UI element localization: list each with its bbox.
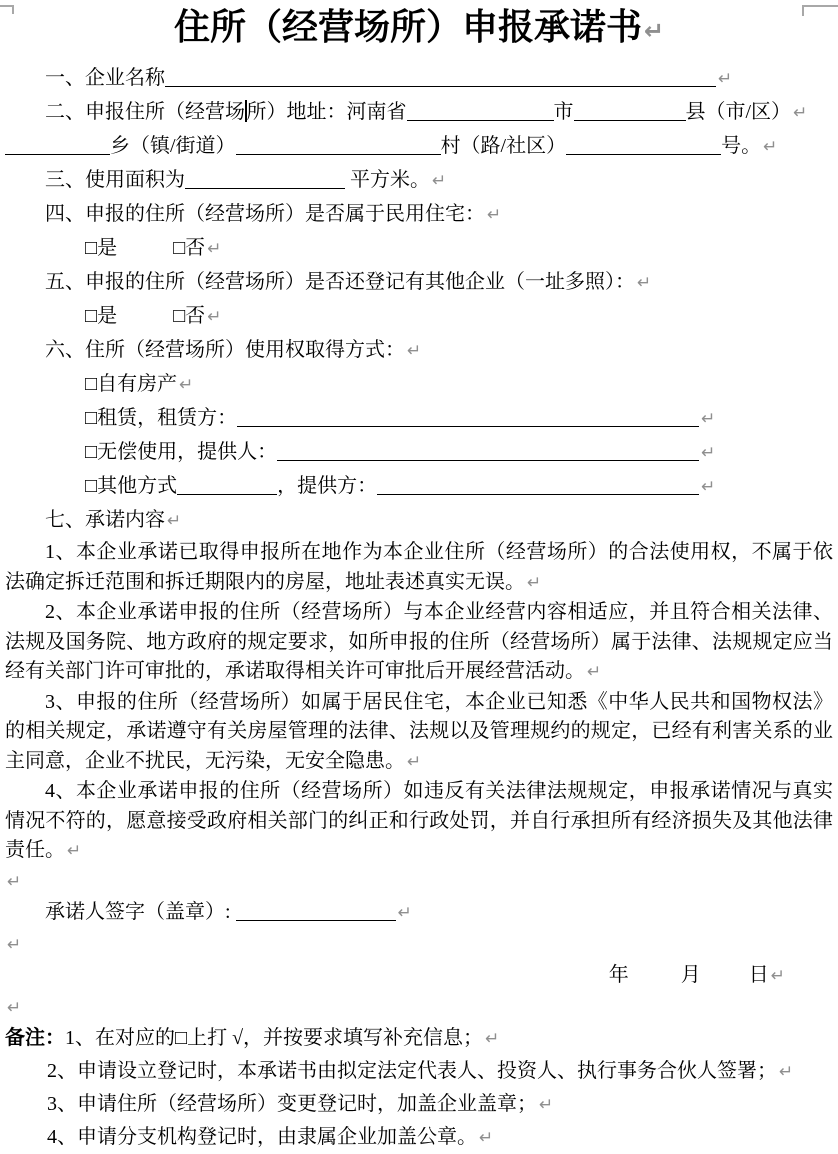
date-line [5, 959, 833, 993]
rent-label: 租赁，租赁方： [97, 407, 238, 429]
checkbox-multi-license-yes[interactable]: □是 [85, 305, 118, 327]
address-county-label: 县（市/区） [685, 101, 792, 123]
note-line-3 [47, 1088, 833, 1121]
empty-paragraph [5, 930, 833, 959]
pilcrow-icon: ↵ [207, 307, 222, 327]
pilcrow-icon: ↵ [701, 409, 716, 429]
pilcrow-icon: ↵ [763, 137, 778, 157]
commitment-paragraph-3-text: 3、申报的住所（经营场所）如属于居民住宅，本企业已知悉《中华人民共和国物权法》的相关规定，承诺遵守有关房屋管理的法律、法规以及管理规约的规定，已经有利害关系的业主同意，企业不扰民，无污染，无安全隐患。 [5, 690, 833, 772]
free-use-label: 无偿使用，提供人： [97, 441, 278, 463]
note-4-text: 4、申请分支机构登记时，由隶属企业加盖公章。 [47, 1125, 477, 1148]
checkbox-residential-yes[interactable]: □是 [85, 237, 118, 259]
signature-line [5, 896, 833, 930]
pilcrow-icon: ↵ [587, 662, 602, 682]
note-2-text: 2、申请设立登记时，本承诺书由拟定法定代表人、投资人、执行事务合伙人签署； [47, 1059, 777, 1082]
checkbox-rent[interactable]: □ [85, 407, 98, 429]
company-name-label: 一、企业名称 [45, 67, 165, 89]
signature-label: 承诺人签字（盖章）: [45, 900, 236, 923]
pilcrow-icon: ↵ [397, 902, 412, 923]
pilcrow-icon: ↵ [407, 341, 422, 361]
notes-label: 备注： [5, 1026, 65, 1049]
pilcrow-icon: ↵ [167, 511, 182, 531]
township-label: 乡（镇/街道） [110, 135, 236, 157]
form-line-question-multi-license [5, 266, 833, 300]
blank-provider-person[interactable] [277, 458, 699, 461]
note-1-text: 1、在对应的□上打 √，并按要求填写补充信息； [65, 1026, 484, 1049]
form-line-rent [5, 402, 833, 436]
commitment-paragraph-2 [5, 598, 833, 688]
pilcrow-icon: ↵ [7, 934, 22, 955]
note-line-4 [47, 1121, 833, 1154]
checkbox-own-property[interactable]: □ [85, 373, 98, 395]
pilcrow-icon: ↵ [779, 1061, 794, 1082]
blank-township[interactable] [5, 152, 110, 155]
date-day-label: 日 [748, 963, 769, 986]
pilcrow-icon: ↵ [793, 103, 808, 123]
village-label: 村（路/社区） [440, 135, 567, 157]
notes-section [5, 1022, 833, 1154]
pilcrow-icon: ↵ [7, 997, 22, 1018]
note-line-2 [47, 1055, 833, 1088]
pilcrow-icon: ↵ [407, 751, 422, 772]
question-residential-label: 四、申报的住所（经营场所）是否属于民用住宅： [45, 203, 485, 225]
other-provider-label: ，提供方： [277, 475, 378, 497]
pilcrow-icon: ↵ [701, 443, 716, 463]
own-property-label: 自有房产 [97, 373, 178, 395]
note-line-1 [5, 1022, 833, 1055]
empty-paragraph [5, 867, 833, 896]
blank-company-name[interactable] [165, 84, 716, 87]
other-method-label: 其他方式 [97, 475, 178, 497]
question-multi-license-label: 五、申报的住所（经营场所）是否还登记有其他企业（一址多照）： [45, 271, 635, 293]
form-line-question-residential [5, 198, 833, 232]
pilcrow-icon: ↵ [179, 375, 194, 395]
form-line-residential-options [5, 232, 833, 266]
blank-other-provider[interactable] [377, 492, 699, 495]
date-month-label: 月 [680, 963, 701, 986]
blank-signature[interactable] [236, 918, 396, 921]
blank-other-method[interactable] [177, 492, 277, 495]
pilcrow-icon: ↵ [479, 1127, 494, 1148]
pilcrow-icon: ↵ [7, 871, 22, 892]
checkbox-other-method[interactable]: □ [85, 475, 98, 497]
number-label: 号。 [721, 135, 762, 157]
form-line-commitment-heading [5, 504, 833, 538]
commitment-paragraph-4-text: 4、本企业承诺申报的住所（经营场所）如违反有关法律法规规定，申报承诺情况与真实情况不符的，愿意接受政府相关部门的纠正和行政处罚，并自行承担所有经济损失及其他法律责任。 [5, 780, 833, 861]
commitment-paragraph-3 [5, 688, 833, 778]
address-label-part1: 二、申报住所（经营场 [45, 101, 245, 123]
pilcrow-icon: ↵ [539, 1094, 554, 1115]
pilcrow-icon: ↵ [485, 1028, 500, 1049]
pilcrow-icon: ↵ [487, 205, 502, 225]
form-line-address-continued [5, 130, 833, 164]
pilcrow-icon: ↵ [67, 841, 82, 861]
address-label-part2: 所）地址：河南省 [246, 101, 407, 123]
note-3-text: 3、申请住所（经营场所）变更登记时，加盖企业盖章； [47, 1092, 537, 1115]
text-boundary-mark-top-left-icon [0, 5, 14, 14]
pilcrow-icon: ↵ [527, 572, 542, 593]
checkbox-free-use[interactable]: □ [85, 441, 98, 463]
page-title [5, 2, 833, 56]
commitment-paragraph-1-text: 1、本企业承诺已取得申报所在地作为本企业住所（经营场所）的合法使用权，不属于依法确定拆迁范围和拆迁期限内的房屋，地址表述真实无误。 [5, 541, 833, 593]
blank-number[interactable] [566, 152, 721, 155]
pilcrow-icon: ↵ [701, 477, 716, 497]
commitment-paragraph-4 [5, 777, 833, 867]
page-title-text: 住所（经营场所）申报承诺书 [173, 7, 642, 47]
commitment-heading-label: 七、承诺内容 [45, 509, 165, 531]
form-line-question-usage-right [5, 334, 833, 368]
form-lines [5, 62, 833, 538]
document-page [0, 2, 838, 1154]
form-line-other-method [5, 470, 833, 504]
date-year-label: 年 [608, 963, 629, 986]
pilcrow-icon: ↵ [637, 273, 652, 293]
checkbox-multi-license-no[interactable]: □否 [173, 305, 206, 327]
form-line-company-name [5, 62, 833, 96]
commitment-paragraphs [5, 538, 833, 867]
text-boundary-mark-top-right-icon [802, 5, 838, 16]
area-unit-label: 平方米。 [345, 169, 430, 191]
address-city-label: 市 [553, 101, 574, 123]
commitment-paragraph-2-text: 2、本企业承诺申报的住所（经营场所）与本企业经营内容相适应，并且符合相关法律、法规及国务院、地方政府的规定要求，如所申报的住所（经营场所）属于法律、法规规定应当经有关部门许可审批的，承诺取得相关许可审批后开展经营活动。 [5, 601, 833, 682]
form-line-address [5, 96, 833, 130]
blank-village[interactable] [236, 152, 441, 155]
blank-area[interactable] [185, 186, 345, 189]
question-usage-right-label: 六、住所（经营场所）使用权取得方式： [45, 339, 405, 361]
blank-province-city[interactable] [407, 118, 554, 121]
blank-lessor[interactable] [237, 424, 699, 427]
empty-paragraph [5, 993, 833, 1022]
area-label: 三、使用面积为 [45, 169, 185, 191]
form-line-multi-license-options [5, 300, 833, 334]
pilcrow-icon: ↵ [718, 69, 733, 89]
form-line-area [5, 164, 833, 198]
blank-city[interactable] [574, 118, 686, 121]
pilcrow-icon: ↵ [643, 17, 665, 45]
pilcrow-icon: ↵ [432, 171, 447, 191]
pilcrow-icon: ↵ [207, 239, 222, 259]
form-line-free-use [5, 436, 833, 470]
commitment-paragraph-1 [5, 538, 833, 598]
checkbox-residential-no[interactable]: □否 [173, 237, 206, 259]
pilcrow-icon: ↵ [770, 965, 785, 986]
form-line-own-property [5, 368, 833, 402]
